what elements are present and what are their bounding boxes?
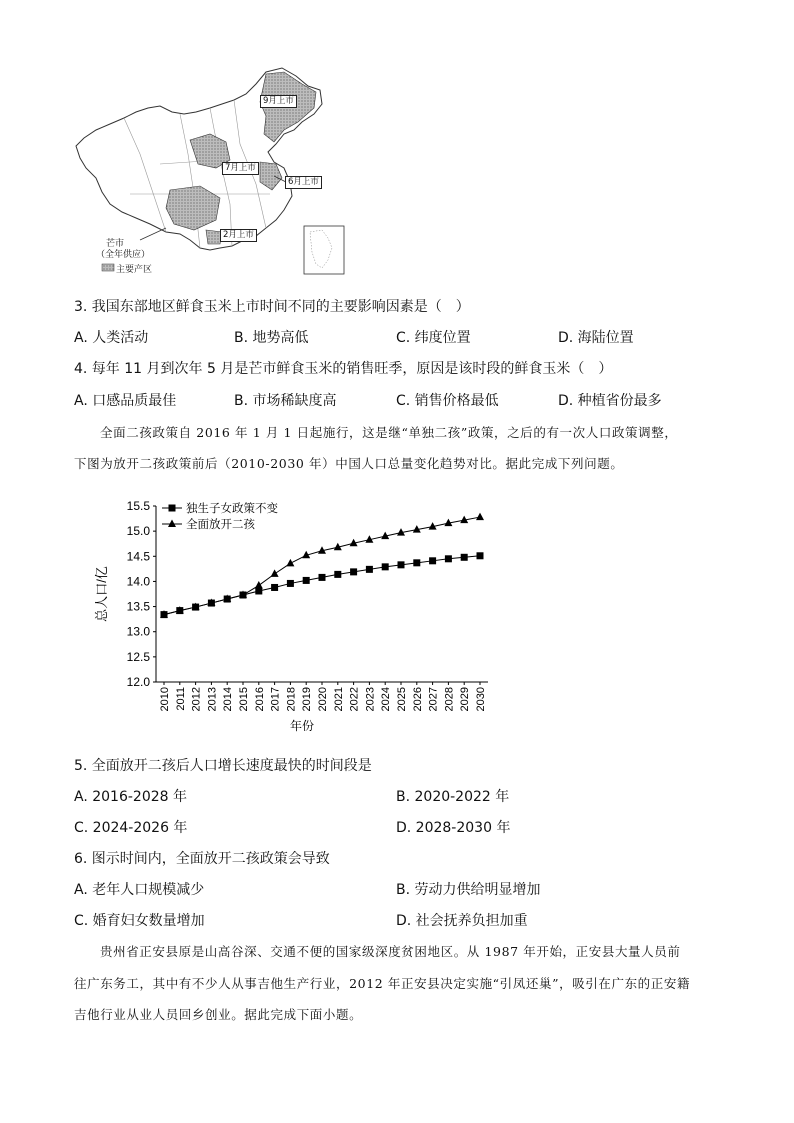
q4-option-b: B. 市场稀缺度高 bbox=[234, 393, 337, 409]
data-point-square bbox=[287, 580, 294, 587]
x-tick-label: 2023 bbox=[364, 687, 377, 712]
x-tick-label: 2014 bbox=[222, 687, 235, 712]
data-point-square bbox=[271, 584, 278, 591]
data-point-square bbox=[413, 559, 420, 566]
data-point-square bbox=[382, 563, 389, 570]
q5-option-d: D. 2028-2030 年 bbox=[396, 820, 511, 836]
y-tick-label: 14.5 bbox=[126, 549, 150, 564]
legend-label: 独生子女政策不变 bbox=[186, 503, 278, 515]
q4-option-c: C. 销售价格最低 bbox=[396, 393, 499, 409]
legend-marker-triangle bbox=[168, 520, 176, 528]
passage-2-line-3: 吉他行业从业人员回乡创业。据此完成下面小题。 bbox=[74, 1007, 363, 1022]
q4-option-a: A. 口感品质最佳 bbox=[74, 393, 177, 409]
q6-option-a: A. 老年人口规模减少 bbox=[74, 882, 205, 898]
label-sep: 9月上市 bbox=[260, 95, 297, 108]
x-tick-label: 2019 bbox=[301, 687, 314, 712]
passage-1-line-1: 全面二孩政策自 2016 年 1 月 1 日起施行，这是继“单独二孩”政策，之后的有一次人口政策调整， bbox=[100, 425, 678, 440]
x-tick-label: 2028 bbox=[443, 687, 456, 712]
data-point-triangle bbox=[271, 569, 279, 577]
x-tick-label: 2024 bbox=[380, 687, 393, 712]
q3-option-a: A. 人类活动 bbox=[74, 330, 149, 346]
x-tick-label: 2016 bbox=[253, 687, 266, 712]
data-point-square bbox=[445, 555, 452, 562]
q6-option-c: C. 婚育妇女数量增加 bbox=[74, 913, 205, 929]
x-tick-label: 2015 bbox=[238, 687, 250, 712]
x-tick-label: 2013 bbox=[206, 687, 219, 712]
x-tick-label: 2010 bbox=[159, 687, 171, 712]
x-tick-label: 2030 bbox=[475, 687, 487, 712]
data-point-triangle bbox=[255, 581, 263, 589]
label-feb: 2月上市 bbox=[220, 229, 257, 242]
x-tick-label: 2020 bbox=[317, 687, 329, 712]
data-point-square bbox=[350, 568, 357, 575]
x-tick-label: 2012 bbox=[190, 687, 203, 712]
y-tick-label: 13.0 bbox=[126, 624, 150, 639]
china-corn-map bbox=[70, 64, 350, 278]
x-tick-label: 2029 bbox=[459, 687, 472, 712]
legend-marker-square bbox=[169, 505, 176, 512]
data-point-square bbox=[366, 566, 373, 573]
x-axis-title: 年份 bbox=[289, 719, 315, 733]
q5-option-a: A. 2016-2028 年 bbox=[74, 789, 187, 805]
y-tick-label: 14.0 bbox=[126, 574, 150, 589]
q3-option-b: B. 地势高低 bbox=[234, 330, 309, 346]
data-point-square bbox=[461, 554, 468, 561]
y-tick-label: 12.5 bbox=[126, 649, 150, 664]
label-jun: 6月上市 bbox=[285, 176, 322, 189]
question-5-stem: 5. 全面放开二孩后人口增长速度最快的时间段是 bbox=[74, 758, 372, 774]
q5-option-c: C. 2024-2026 年 bbox=[74, 820, 188, 836]
passage-1-line-2: 下图为放开二孩政策前后（2010-2030 年）中国人口总量变化趋势对比。据此完成下列问题。 bbox=[74, 456, 624, 471]
question-6-stem: 6. 图示时间内，全面放开二孩政策会导致 bbox=[74, 851, 330, 867]
question-4-stem: 4. 每年 11 月到次年 5 月是芒市鲜食玉米的销售旺季，原因是该时段的鲜食玉米（ ） bbox=[74, 361, 613, 377]
map-legend-label: 主要产区 bbox=[116, 265, 153, 275]
q4-option-d: D. 种植省份最多 bbox=[558, 393, 662, 409]
passage-2-line-1: 贵州省正安县原是山高谷深、交通不便的国家级深度贫困地区。从 1987 年开始，正安县大量人员前 bbox=[100, 944, 681, 959]
y-axis-title: 总人口/亿 bbox=[94, 566, 109, 622]
q6-option-d: D. 社会抚养负担加重 bbox=[396, 913, 528, 929]
q6-option-b: B. 劳动力供给明显增加 bbox=[396, 882, 541, 898]
legend-label: 全面放开二孩 bbox=[186, 519, 255, 531]
data-point-square bbox=[429, 557, 436, 564]
y-tick-label: 12.0 bbox=[126, 675, 150, 689]
x-tick-label: 2025 bbox=[396, 687, 408, 712]
data-point-square bbox=[398, 561, 405, 568]
x-tick-label: 2022 bbox=[348, 687, 361, 712]
x-tick-label: 2026 bbox=[411, 687, 424, 712]
x-tick-label: 2018 bbox=[285, 687, 298, 712]
data-point-square bbox=[255, 587, 262, 594]
label-mangshi-note: （全年供应） bbox=[96, 250, 151, 260]
passage-2-line-2: 往广东务工，其中有不少人从事吉他生产行业，2012 年正安县决定实施“引凤还巢”，吸引在广东的正安籍 bbox=[74, 976, 691, 991]
q5-option-b: B. 2020-2022 年 bbox=[396, 789, 510, 805]
label-mangshi: 芒市 bbox=[106, 239, 125, 249]
data-point-square bbox=[319, 574, 326, 581]
x-tick-label: 2021 bbox=[332, 687, 345, 712]
q3-option-c: C. 纬度位置 bbox=[396, 330, 471, 346]
y-tick-label: 15.0 bbox=[126, 524, 150, 539]
population-line-chart bbox=[76, 490, 516, 740]
x-tick-label: 2027 bbox=[427, 687, 440, 712]
y-tick-label: 15.5 bbox=[126, 499, 150, 513]
data-point-triangle bbox=[476, 513, 484, 521]
question-3-stem: 3. 我国东部地区鲜食玉米上市时间不同的主要影响因素是（ ） bbox=[74, 299, 470, 315]
label-jul: 7月上市 bbox=[222, 162, 259, 175]
data-point-square bbox=[477, 552, 484, 559]
data-point-square bbox=[303, 577, 310, 584]
data-point-triangle bbox=[286, 559, 294, 567]
data-point-square bbox=[334, 571, 341, 578]
x-tick-label: 2011 bbox=[174, 687, 187, 711]
y-tick-label: 13.5 bbox=[126, 599, 150, 614]
q3-option-d: D. 海陆位置 bbox=[558, 330, 634, 346]
x-tick-label: 2017 bbox=[269, 687, 282, 712]
